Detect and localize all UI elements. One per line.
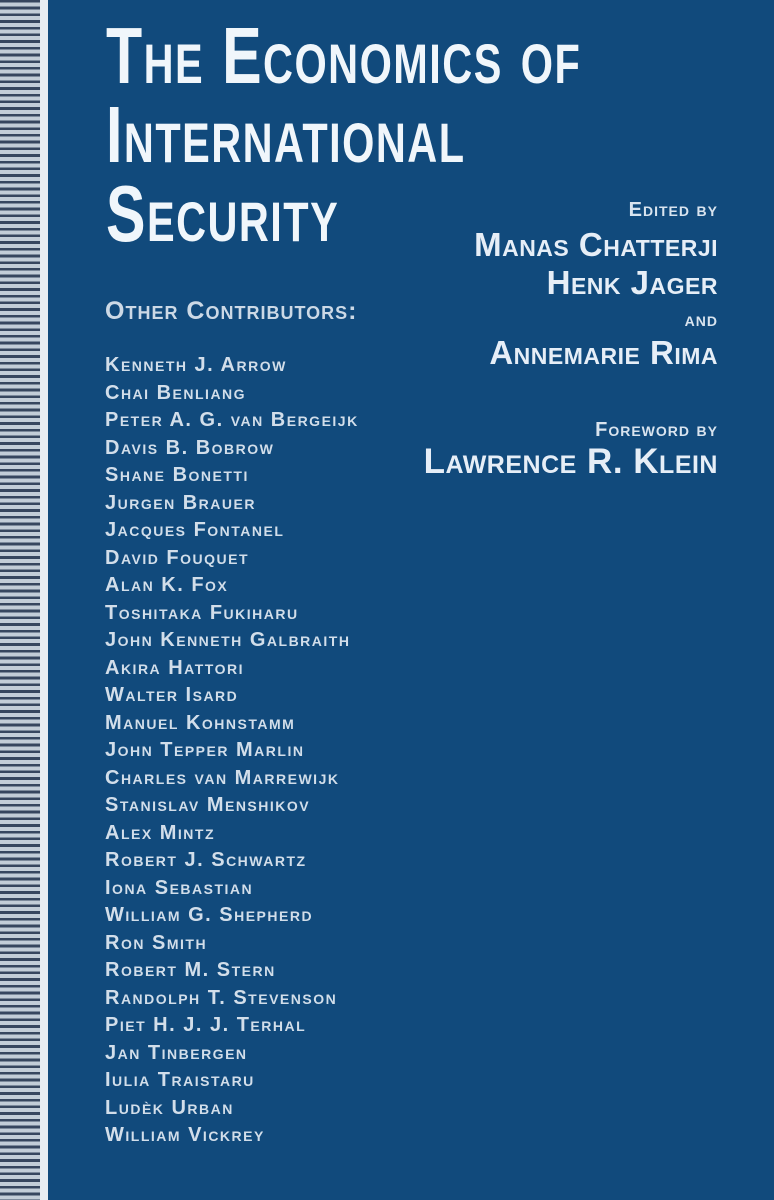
editor-name: Henk Jager [546, 264, 718, 301]
and-label: and [684, 309, 718, 331]
editor-name: Manas Chatterji [474, 226, 718, 263]
editor-name: Annemarie Rima [489, 334, 718, 371]
contributor-name: Kenneth J. Arrow [105, 354, 287, 376]
contributor-name: Jacques Fontanel [105, 519, 285, 541]
book-title-line-3: Security [106, 169, 340, 258]
spine-stripes-decoration [0, 0, 40, 1200]
contributor-name: Toshitaka Fukiharu [105, 601, 299, 624]
contributor-name: Alex Mintz [105, 821, 215, 844]
foreword-author: Lawrence R. Klein [423, 442, 718, 481]
contributor-name: Ludèk Urban [105, 1096, 234, 1119]
contributor-name: Walter Isard [105, 684, 239, 706]
contributor-name: Jan Tinbergen [105, 1041, 248, 1064]
contributor-name: Robert J. Schwartz [105, 849, 307, 871]
contributor-name: Charles van Marrewijk [105, 766, 340, 789]
contributor-name: Chai Benliang [105, 381, 247, 404]
contributor-name: Manuel Kohnstamm [105, 711, 296, 734]
spine-divider [40, 0, 48, 1200]
contributor-name: Akira Hattori [105, 656, 244, 679]
contributor-name: Jurgen Brauer [105, 491, 256, 514]
contributor-name: William G. Shepherd [105, 904, 314, 926]
contributor-name: Iona Sebastian [105, 876, 254, 899]
contributor-name: John Tepper Marlin [105, 739, 305, 761]
contributors-list [105, 352, 359, 1150]
book-title-line-1: The Economics of [106, 11, 582, 100]
contributor-name: Robert M. Stern [105, 959, 276, 981]
contributor-name: Alan K. Fox [105, 574, 229, 596]
contributor-name: Davis B. Bobrow [105, 436, 275, 459]
foreword-by-label: Foreword by [595, 419, 718, 441]
contributor-name: Peter A. G. van Bergeijk [105, 409, 359, 431]
contributor-name: Ron Smith [105, 931, 208, 954]
contributor-name: David Fouquet [105, 546, 250, 569]
edited-by-label: Edited by [628, 199, 718, 221]
contributor-name: John Kenneth Galbraith [105, 629, 351, 651]
contributor-name: Shane Bonetti [105, 464, 249, 486]
contributor-name: Iulia Traistaru [105, 1069, 255, 1091]
contributor-name: William Vickrey [105, 1124, 265, 1146]
book-title-line-2: International [106, 90, 466, 179]
contributor-name: Randolph T. Stevenson [105, 986, 338, 1009]
editors-block [424, 198, 718, 482]
contributor-name: Piet H. J. J. Terhal [105, 1014, 307, 1036]
contributor-name: Stanislav Menshikov [105, 794, 311, 816]
contributors-heading: Other Contributors: [105, 297, 358, 325]
